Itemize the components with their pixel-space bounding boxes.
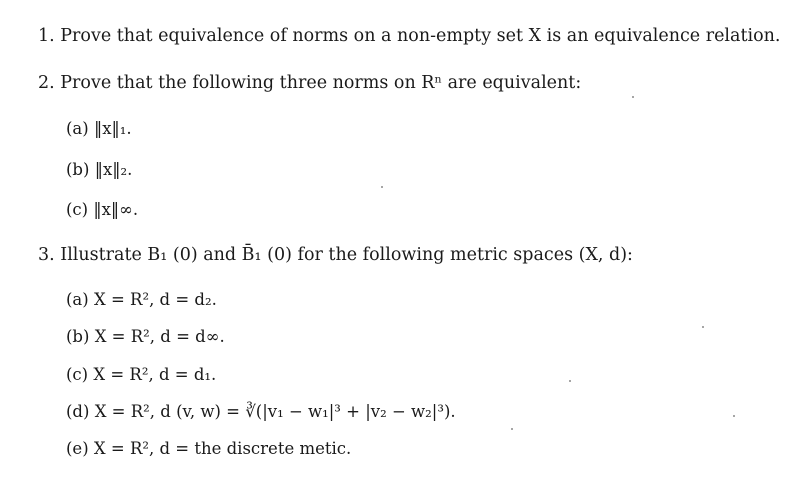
item-text: X = R², d = d∞. xyxy=(94,327,225,346)
item-text: X = R², d = d₂. xyxy=(93,290,217,309)
item-text: ‖x‖₁. xyxy=(93,119,132,138)
scan-speck xyxy=(702,326,704,328)
item-label: (c) xyxy=(66,365,89,384)
scan-speck xyxy=(381,186,383,188)
item-label: (a) xyxy=(66,290,89,309)
item-text: ‖x‖₂. xyxy=(94,160,133,179)
problem-2-item-c xyxy=(66,199,138,221)
item-label: (c) xyxy=(66,200,89,219)
problem-text: Prove that equivalence of norms on a non-empty set X is an equivalence relation. xyxy=(60,26,781,46)
problem-number: 2. xyxy=(38,73,55,93)
item-label: (a) xyxy=(66,119,89,138)
item-label: (d) xyxy=(66,402,90,421)
item-label: (b) xyxy=(66,327,90,346)
problem-1 xyxy=(38,25,780,47)
item-label: (b) xyxy=(66,160,90,179)
problem-number: 1. xyxy=(38,26,55,46)
problem-3-item-e xyxy=(66,438,351,460)
problem-3-item-b xyxy=(66,326,225,348)
problem-2-item-a xyxy=(66,118,132,140)
problem-2-item-b xyxy=(66,159,132,181)
item-label: (e) xyxy=(66,439,89,458)
scan-speck xyxy=(632,96,634,98)
problem-2 xyxy=(38,72,581,94)
problem-3-item-c xyxy=(66,364,216,386)
scan-speck xyxy=(511,428,513,430)
problem-number: 3. xyxy=(38,245,55,265)
item-text: X = R², d = d₁. xyxy=(93,365,217,384)
problem-3 xyxy=(38,244,633,266)
problem-text: Prove that the following three norms on Rⁿ are equivalent: xyxy=(60,73,582,93)
item-text: ‖x‖∞. xyxy=(93,200,139,219)
item-text: X = R², d (v, w) = ∛(|v₁ − w₁|³ + |v₂ − w₂|³). xyxy=(94,402,456,421)
problem-text: Illustrate B₁ (0) and B̄₁ (0) for the following metric spaces (X, d): xyxy=(60,245,633,265)
problem-3-item-a xyxy=(66,289,217,311)
problem-3-item-d xyxy=(66,401,456,423)
item-text: X = R², d = the discrete metic. xyxy=(93,439,352,458)
scan-speck xyxy=(569,380,571,382)
scan-speck xyxy=(733,415,735,417)
